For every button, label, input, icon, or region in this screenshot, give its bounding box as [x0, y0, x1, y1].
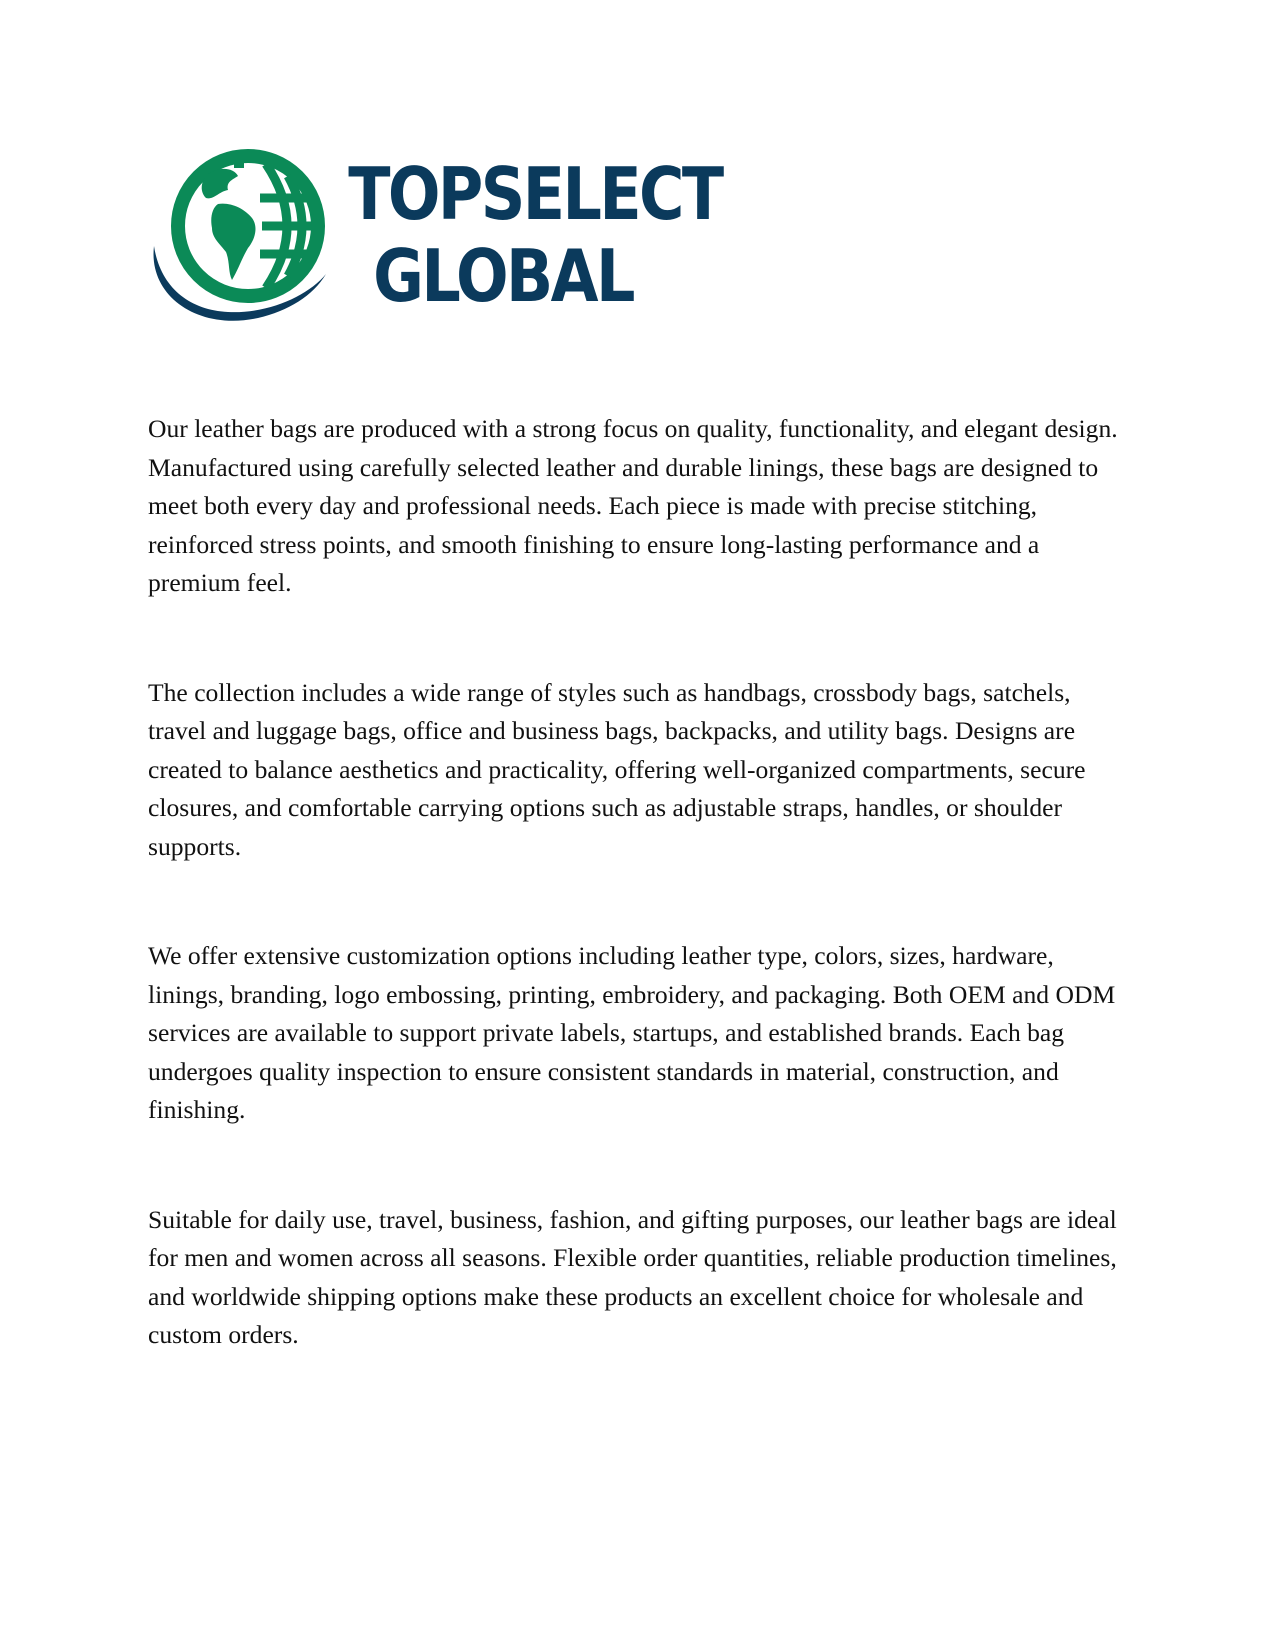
paragraph-collection: The collection includes a wide range of styles such as handbags, crossbody bags, satchels, travel and luggage bags, office and business bags, backpacks, and utility bags. Designs are created to balance aesthetics and practicality, offering well-organized compartments, secure closures, and comfortable carrying options such as adjustable straps, handles, or shoulder supports. [148, 677, 1086, 861]
logo-line-2: GLOBAL [373, 234, 633, 318]
logo-line-1: TOPSELECT [348, 152, 722, 236]
globe-swoosh-icon [148, 146, 338, 336]
paragraph-usage: Suitable for daily use, travel, business, fashion, and gifting purposes, our leather bags are ideal for men and women across all seasons. Flexible order quantities, reliable production timelines, and worldwide shipping options make these products an excellent choice for wholesale and custom orders. [148, 1204, 1117, 1349]
body-text [148, 410, 1133, 1426]
logo-wordmark [323, 152, 722, 318]
paragraph-customization: We offer extensive customization options including leather type, colors, sizes, hardware, linings, branding, logo embossing, printing, embroidery, and packaging. Both OEM and ODM services are available to support private labels, startups, and established brands. Each bag undergoes quality inspection to ensure consistent standards in material, construction, and finishing. [148, 941, 1116, 1124]
company-logo [148, 146, 722, 336]
paragraph-quality: Our leather bags are produced with a strong focus on quality, functionality, and elegant design. Manufactured using carefully selected leather and durable linings, these bags are designed to meet both every day and professional needs. Each piece is made with precise stitching, reinforced stress points, and smooth finishing to ensure long-lasting performance and a premium feel. [148, 414, 1118, 597]
